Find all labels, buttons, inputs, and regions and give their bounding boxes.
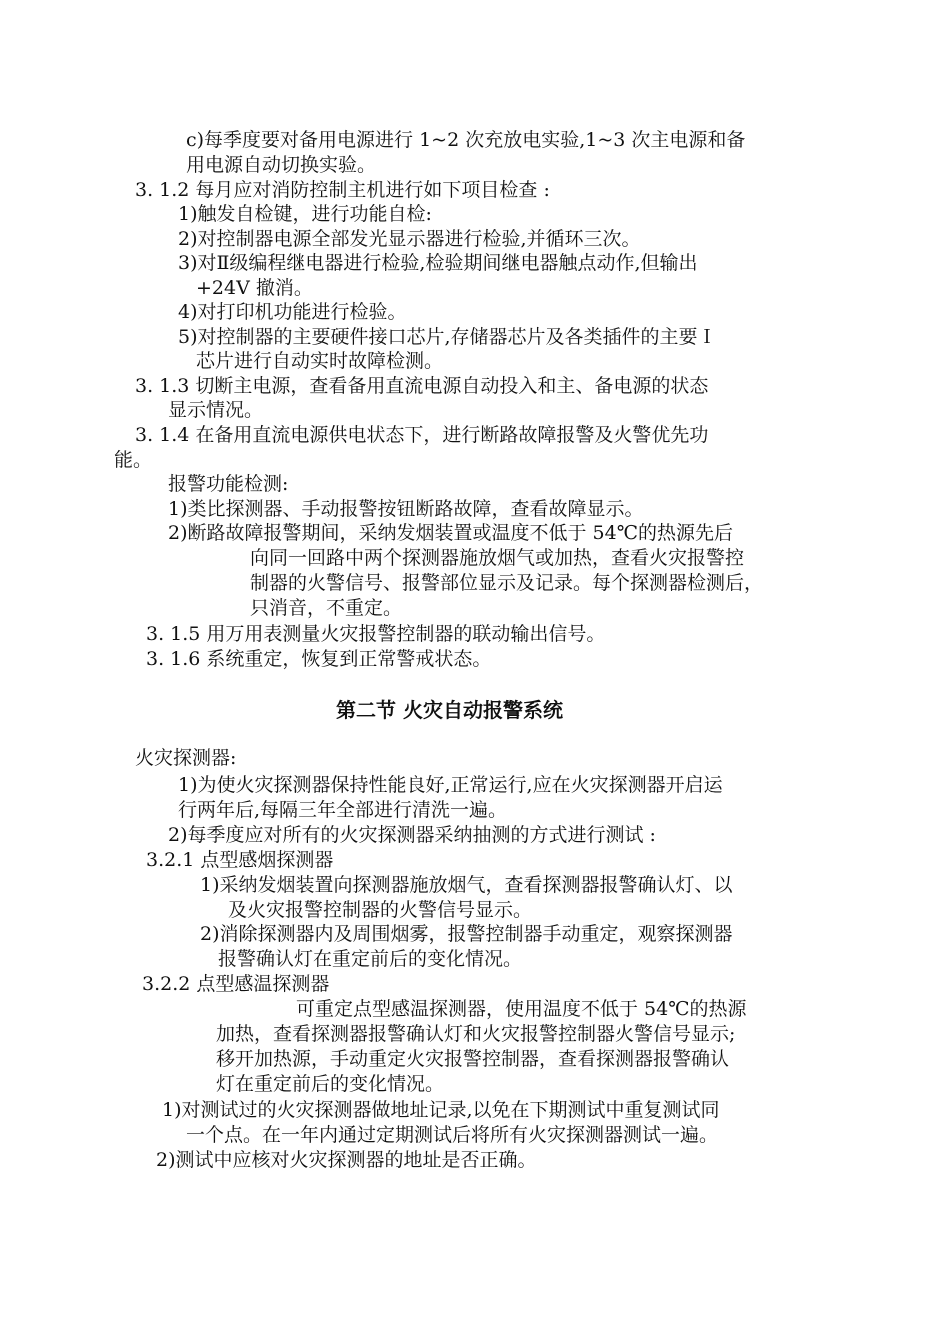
text-line: 制器的火警信号、报警部位显示及记录。每个探测器检测后， bbox=[250, 572, 764, 594]
text-line: 加热，查看探测器报警确认灯和火灾报警控制器火警信号显示; bbox=[216, 1023, 736, 1045]
text-line: 只消音，不重定。 bbox=[250, 597, 403, 619]
section-3-1-6-line: 3. 1.6 系统重定，恢复到正常警戒状态。 bbox=[146, 648, 492, 670]
section-3-1-3-line: 3. 1.3 切断主电源，查看备用直流电源自动投入和主、备电源的状态 bbox=[135, 375, 709, 397]
text-line: 1)采纳发烟装置向探测器施放烟气，查看探测器报警确认灯、以 bbox=[200, 874, 733, 896]
text-line: 移开加热源，手动重定火灾报警控制器，查看探测器报警确认 bbox=[216, 1048, 730, 1070]
text-line: 行两年后,每隔三年全部进行清洗一遍。 bbox=[178, 799, 508, 821]
section-3-1-4-line: 3. 1.4 在备用直流电源供电状态下，进行断路故障报警及火警优先功 bbox=[135, 424, 709, 446]
text-line: 及火灾报警控制器的火警信号显示。 bbox=[228, 899, 533, 921]
text-line: 2)断路故障报警期间，采纳发烟装置或温度不低于 54℃的热源先后 bbox=[168, 522, 733, 544]
text-line: 2)测试中应核对火灾探测器的地址是否正确。 bbox=[156, 1149, 537, 1171]
text-line: 1)触发自检键，进行功能自检: bbox=[178, 203, 432, 225]
text-line: 用电源自动切换实验。 bbox=[186, 154, 377, 176]
text-line: 能。 bbox=[114, 449, 153, 471]
text-line: 可重定点型感温探测器，使用温度不低于 54℃的热源 bbox=[296, 998, 747, 1020]
section-3-1-2-line: 3. 1.2 每月应对消防控制主机进行如下项目检查 : bbox=[135, 179, 550, 201]
text-line: 一个点。在一年内通过定期测试后将所有火灾探测器测试一遍。 bbox=[186, 1124, 719, 1146]
subsection-3-2-1-line: 3.2.1 点型感烟探测器 bbox=[146, 849, 334, 871]
text-line: 显示情况。 bbox=[168, 399, 264, 421]
text-line: 1)为使火灾探测器保持性能良好,正常运行,应在火灾探测器开启运 bbox=[178, 774, 723, 796]
text-line: c)每季度要对备用电源进行 1~2 次充放电实验,1~3 次主电源和备 bbox=[186, 129, 746, 151]
section-3-1-5-line: 3. 1.5 用万用表测量火灾报警控制器的联动输出信号。 bbox=[146, 623, 606, 645]
text-line: 1)类比探测器、手动报警按钮断路故障，查看故障显示。 bbox=[168, 498, 644, 520]
text-line: 2)消除探测器内及周围烟雾，报警控制器手动重定，观察探测器 bbox=[200, 923, 733, 945]
text-line: 1)对测试过的火灾探测器做地址记录,以免在下期测试中重复测试同 bbox=[162, 1099, 720, 1121]
text-line: 4)对打印机功能进行检验。 bbox=[178, 301, 407, 323]
text-line: 火灾探测器: bbox=[135, 747, 237, 769]
text-line: +24V 撤消。 bbox=[196, 277, 313, 299]
text-line: 向同一回路中两个探测器施放烟气或加热，查看火灾报警控 bbox=[250, 547, 745, 569]
text-line: 芯片进行自动实时故障检测。 bbox=[196, 350, 444, 372]
text-line: 灯在重定前后的变化情况。 bbox=[216, 1073, 445, 1095]
section-heading: 第二节 火灾自动报警系统 bbox=[336, 698, 563, 722]
text-line: 3)对Ⅱ级编程继电器进行检验,检验期间继电器触点动作,但输出 bbox=[178, 252, 698, 274]
text-line: 2)对控制器电源全部发光显示器进行检验,并循环三次。 bbox=[178, 228, 641, 250]
text-line: 报警功能检测: bbox=[168, 473, 289, 495]
text-line: 报警确认灯在重定前后的变化情况。 bbox=[218, 948, 523, 970]
text-line: 5)对控制器的主要硬件接口芯片,存储器芯片及各类插件的主要Ｉ bbox=[178, 326, 717, 348]
subsection-3-2-2-line: 3.2.2 点型感温探测器 bbox=[142, 973, 330, 995]
text-line: 2)每季度应对所有的火灾探测器采纳抽测的方式进行测试 : bbox=[168, 824, 656, 846]
